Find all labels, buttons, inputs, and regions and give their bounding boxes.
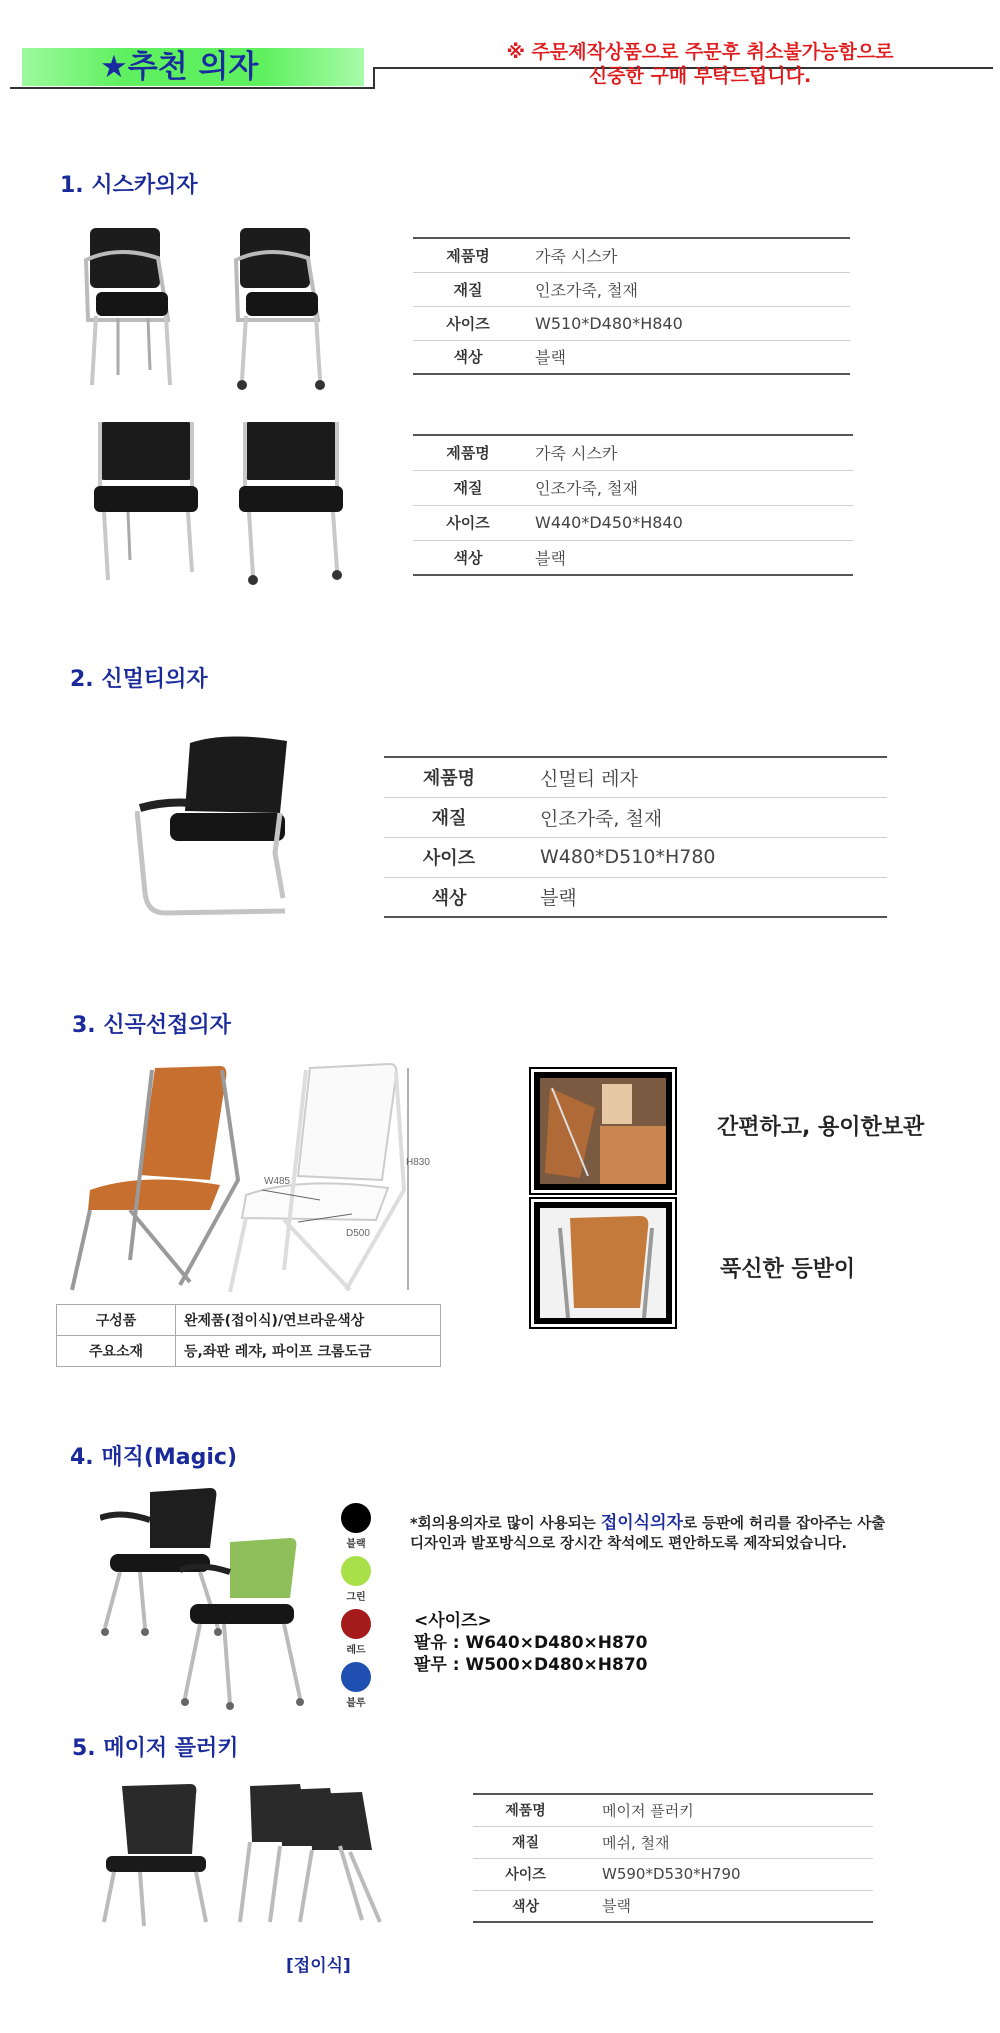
- dim-width-label: W485: [264, 1176, 291, 1187]
- color-label-blue: 블루: [346, 1698, 366, 1709]
- spec-table-siska-b: 제품명 가죽 시스카 재질 인조가죽, 철재 사이즈 W440*D450*H840 색상 블랙: [413, 434, 853, 576]
- folding-chair-image: [70, 1060, 430, 1300]
- color-label-red: 레드: [346, 1645, 366, 1656]
- folding-chair-brown: [72, 1066, 238, 1290]
- section-title-5: 5. 메이저 플러키: [72, 1736, 239, 1761]
- siska-chair-arm-caster: [236, 228, 325, 390]
- siska-chair-armless-caster: [239, 422, 343, 585]
- section-title-3: 3. 신곡선접의자: [72, 1013, 231, 1038]
- order-notice-line1: ※ 주문제작상품으로 주문후 취소불가능함으로: [506, 41, 894, 63]
- order-notice-line2: 신중한 구매 부탁드립니다.: [588, 65, 812, 87]
- storage-photo: [540, 1078, 666, 1184]
- section-title-4: 4. 매직(Magic): [70, 1445, 238, 1470]
- color-label-black: 블랙: [346, 1539, 366, 1550]
- magic-size-block: [414, 1610, 648, 1676]
- magic-desc-pre: *회의용의자로 많이 사용되는: [410, 1516, 601, 1532]
- magic-size-noarm: 팔무 : W500×D480×H870: [414, 1655, 648, 1675]
- header-divider-step: [373, 67, 375, 89]
- spec-table-folding: 구성품 완제품(접이식)/연브라운색상 주요소재 등,좌판 레쟈, 파이프 크롬도금: [56, 1304, 441, 1367]
- page-title: ★추천 의자: [22, 48, 364, 86]
- order-notice: [420, 40, 980, 88]
- dim-depth-label: D500: [346, 1228, 370, 1239]
- feature-photo-storage: [534, 1072, 672, 1190]
- spec-table-multi: 제품명 신멀티 레자 재질 인조가죽, 철재 사이즈 W480*D510*H780 색상 블랙: [384, 756, 887, 918]
- magic-desc-line2: 디자인과 발포방식으로 장시간 착석에도 편안하도록 제작되었습니다.: [410, 1536, 847, 1552]
- major-plucky-stacked: [240, 1784, 380, 1922]
- header-divider: [10, 87, 375, 89]
- magic-size-arm: 팔유 : W640×D480×H870: [414, 1633, 648, 1653]
- color-swatch-list: [341, 1503, 371, 1715]
- color-swatch-blue: [341, 1662, 371, 1692]
- section-title-2: 2. 신멀티의자: [70, 667, 208, 692]
- spec-table-major-plucky: 제품명 메이저 플러키 재질 메쉬, 철재 사이즈 W590*D530*H790 색상 블랙: [473, 1793, 873, 1923]
- feature-photo-backrest: [534, 1202, 672, 1324]
- section-title-1: 1. 시스카의자: [60, 173, 198, 198]
- siska-chair-arm-image: [78, 220, 378, 395]
- siska-chair-arm-front: [86, 228, 170, 385]
- magic-chair-image: [100, 1488, 315, 1713]
- magic-description: [410, 1513, 985, 1554]
- siska-chair-armless-front: [94, 422, 198, 580]
- folding-caption: [접이식]: [286, 1956, 351, 1976]
- feature-storage-text: 간편하고, 용이한보관: [717, 1115, 925, 1140]
- color-swatch-red: [341, 1609, 371, 1639]
- multi-chair-image: [135, 733, 295, 933]
- major-plucky-single: [104, 1784, 206, 1926]
- magic-chair-green: [180, 1538, 304, 1710]
- magic-desc-highlight: 접이식의자: [600, 1513, 683, 1533]
- major-plucky-image: [100, 1782, 400, 1932]
- folding-chair-dimension-drawing: [230, 1064, 430, 1292]
- color-swatch-green: [341, 1556, 371, 1586]
- magic-size-title: <사이즈>: [414, 1611, 492, 1631]
- color-swatch-black: [341, 1503, 371, 1533]
- spec-table-siska-a: 제품명 가죽 시스카 재질 인조가죽, 철재 사이즈 W510*D480*H840 색상 블랙: [413, 237, 850, 375]
- backrest-photo: [540, 1208, 666, 1318]
- feature-backrest-text: 푹신한 등받이: [720, 1257, 856, 1282]
- magic-desc-post: 로 등판에 허리를 잡아주는 사출: [682, 1516, 886, 1532]
- color-label-green: 그린: [346, 1592, 366, 1603]
- siska-chair-armless-image: [88, 420, 368, 595]
- dim-height-label: H830: [406, 1157, 430, 1168]
